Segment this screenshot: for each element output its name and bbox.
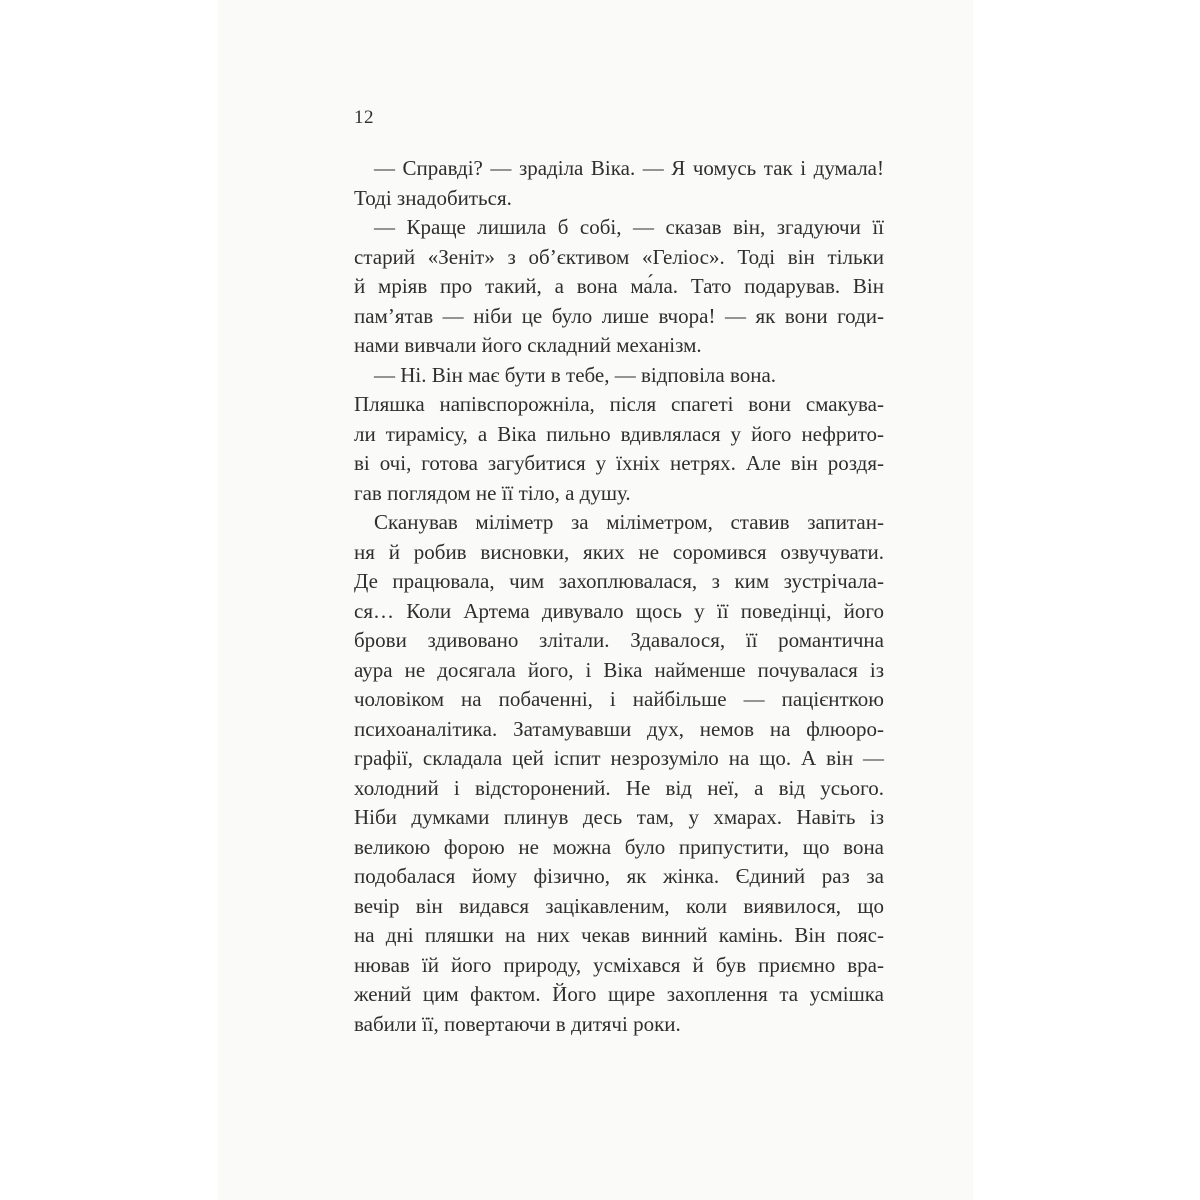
text-line: холодний і відсторонений. Не від неї, а від усього. bbox=[354, 775, 884, 800]
text-line: вечір він видався зацікавленим, коли виявилося, що bbox=[354, 893, 884, 918]
paragraph-dialogue-1 bbox=[354, 154, 884, 213]
text-line: старий «Зеніт» з об’єктивом «Геліос». Тоді він тільки bbox=[354, 244, 884, 269]
text-line: брови здивовано злітали. Здавалося, її романтична bbox=[354, 628, 884, 652]
text-line: подобалася йому фізично, як жінка. Єдиний раз за bbox=[354, 864, 884, 888]
paragraph-narrative-1 bbox=[354, 390, 884, 508]
text-line: графії, складала цей іспит незрозуміло на що. А він — bbox=[354, 746, 884, 770]
paragraph-dialogue-2 bbox=[354, 213, 884, 361]
text-line: Де працювала, чим захоплювалася, з ким зустрічала- bbox=[354, 569, 884, 593]
page-number: 12 bbox=[354, 107, 374, 128]
text-line: нював їй його природу, усміхався й був приємно вра- bbox=[354, 952, 884, 977]
text-line: нами вивчали його складний механізм. bbox=[354, 333, 702, 357]
text-line: пам’ятав — ніби це було лише вчора! — як вони годи- bbox=[354, 303, 884, 328]
text-line: аура не досягала його, і Віка найменше почувалася із bbox=[354, 657, 884, 682]
paragraph-narrative-2 bbox=[354, 508, 884, 1039]
text-line: й мріяв про такий, а вона ма́ла. Тато подарував. Він bbox=[354, 274, 884, 298]
text-line: — Справді? — зраділа Віка. — Я чомусь так і думала! bbox=[374, 156, 884, 180]
text-line: ня й робив висновки, яких не соромився озвучувати. bbox=[354, 539, 884, 564]
paragraph-dialogue-3 bbox=[354, 361, 884, 391]
text-line: Ніби думками плинув десь там, у хмарах. Навіть із bbox=[354, 805, 884, 829]
text-line: — Ні. Він має бути в тебе, — відповіла вона. bbox=[374, 362, 777, 387]
text-line: ли тирамісу, а Віка пильно вдивлялася у його нефрито- bbox=[354, 421, 884, 446]
text-line: чоловіком на побаченні, і найбільше — пацієнткою bbox=[354, 687, 884, 711]
text-line: — Краще лишила б собі, — сказав він, згадуючи її bbox=[374, 215, 884, 239]
text-line: Тоді знадобиться. bbox=[354, 185, 512, 210]
text-line: ся… Коли Артема дивувало щось у її поведінці, його bbox=[354, 598, 884, 623]
page-text bbox=[354, 154, 884, 1039]
text-line: ві очі, готова загубитися у їхніх нетрях. Але він роздя- bbox=[354, 451, 884, 475]
text-line: психоаналітика. Затамувавши дух, немов на флюоро- bbox=[354, 716, 884, 741]
text-line: вабили її, повертаючи в дитячі роки. bbox=[354, 1011, 681, 1036]
text-line: жений цим фактом. Його щире захоплення та усмішка bbox=[354, 982, 884, 1006]
text-line: Пляшка напівспорожніла, після спагеті вони смакува- bbox=[354, 392, 884, 416]
text-line: гав поглядом не її тіло, а душу. bbox=[354, 480, 631, 505]
text-line: на дні пляшки на них чекав винний камінь. Він пояс- bbox=[354, 923, 884, 947]
text-line: Сканував міліметр за міліметром, ставив запитан- bbox=[374, 510, 884, 534]
text-line: великою форою не можна було припустити, що вона bbox=[354, 834, 884, 859]
